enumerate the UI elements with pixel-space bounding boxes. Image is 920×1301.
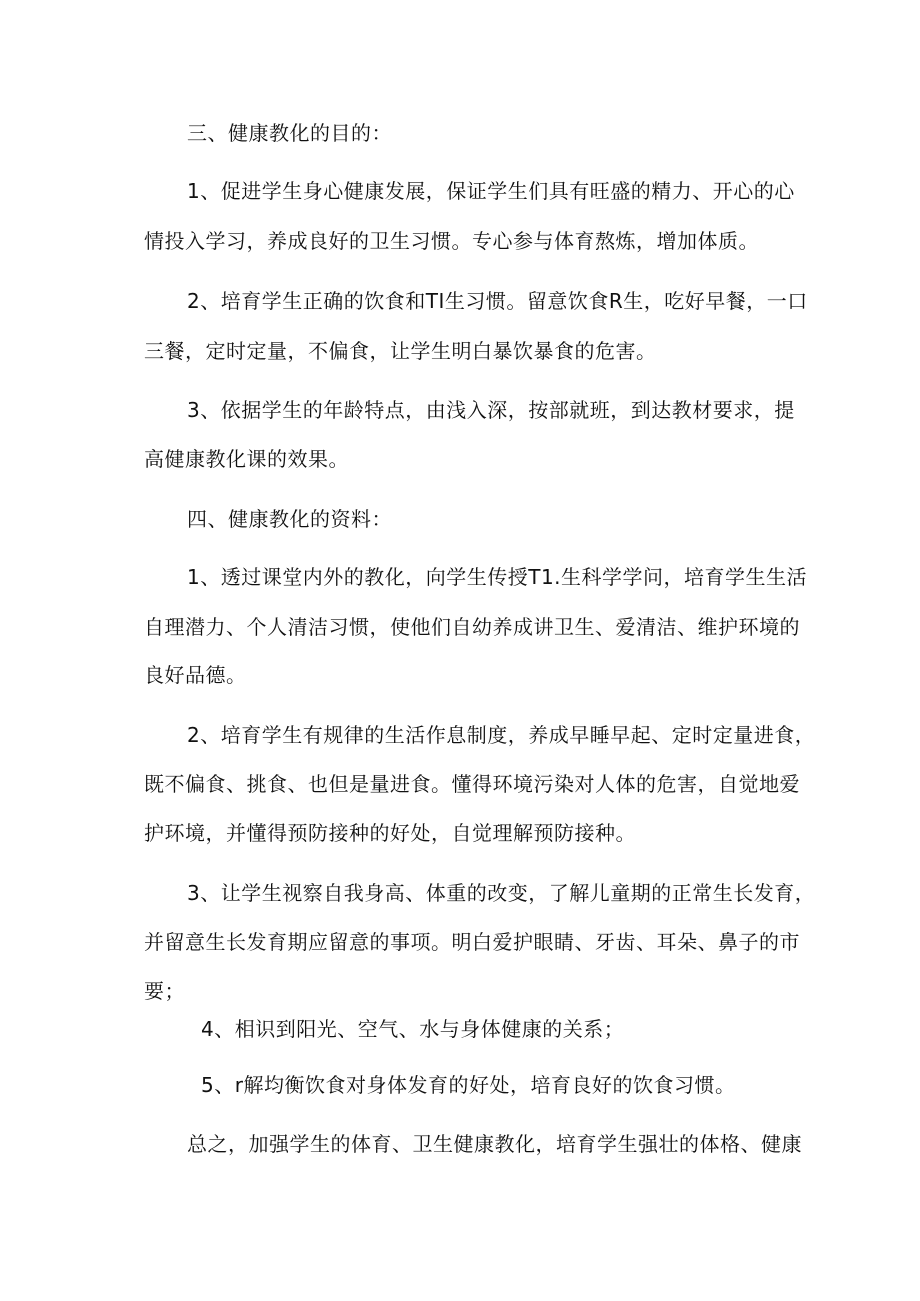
paragraph-line: 三餐，定时定量，不偏食，让学生明白暴饮暴食的危害。 — [144, 339, 657, 363]
paragraph-line: 3、依据学生的年龄特点，由浅入深，按部就班，到达教材要求，提 — [187, 398, 795, 422]
paragraph-line: 5、r解均衡饮食对身体发育的好处，培育良好的饮食习惯。 — [201, 1073, 736, 1097]
paragraph-line: 既不偏食、挑食、也但是量进食。懂得环境污染对人体的危害，自觉地爱 — [144, 772, 800, 796]
paragraph-line: 要； — [144, 979, 185, 1003]
paragraph-line: 高健康教化课的效果。 — [144, 447, 349, 471]
section-heading-purpose: 三、健康教化的目的： — [187, 121, 392, 145]
paragraph-line: 1、透过课堂内外的教化，向学生传授T1.生科学学问，培育学生生活 — [187, 565, 808, 589]
paragraph-line: 2、培育学生有规律的生活作息制度，养成早睡早起、定时定量进食， — [187, 723, 816, 747]
paragraph-line: 总之，加强学生的体育、卫生健康教化，培育学生强壮的体格、健康 — [187, 1132, 802, 1156]
paragraph-line: 护环境，并懂得预防接种的好处，自觉理解预防接种。 — [144, 821, 636, 845]
paragraph-line: 2、培育学生正确的饮食和TI生习惯。留意饮食R生，吃好早餐，一口 — [187, 289, 808, 313]
paragraph-line: 并留意生长发育期应留意的事项。明白爱护眼睛、牙齿、耳朵、鼻子的市 — [144, 930, 800, 954]
paragraph-line: 4、相识到阳光、空气、水与身体健康的关系； — [201, 1017, 625, 1041]
paragraph-line: 良好品德。 — [144, 663, 247, 687]
paragraph-line: 1、促进学生身心健康发展，保证学生们具有旺盛的精力、开心的心 — [187, 179, 795, 203]
section-heading-content: 四、健康教化的资料： — [187, 507, 392, 531]
paragraph-line: 自理潜力、个人清洁习惯，使他们自幼养成讲卫生、爱清洁、维护环境的 — [144, 615, 800, 639]
paragraph-line: 3、让学生视察自我身高、体重的改变，了解儿童期的正常生长发育， — [187, 881, 816, 905]
paragraph-line: 情投入学习，养成良好的卫生习惯。专心参与体育熬炼，增加体质。 — [144, 229, 759, 253]
